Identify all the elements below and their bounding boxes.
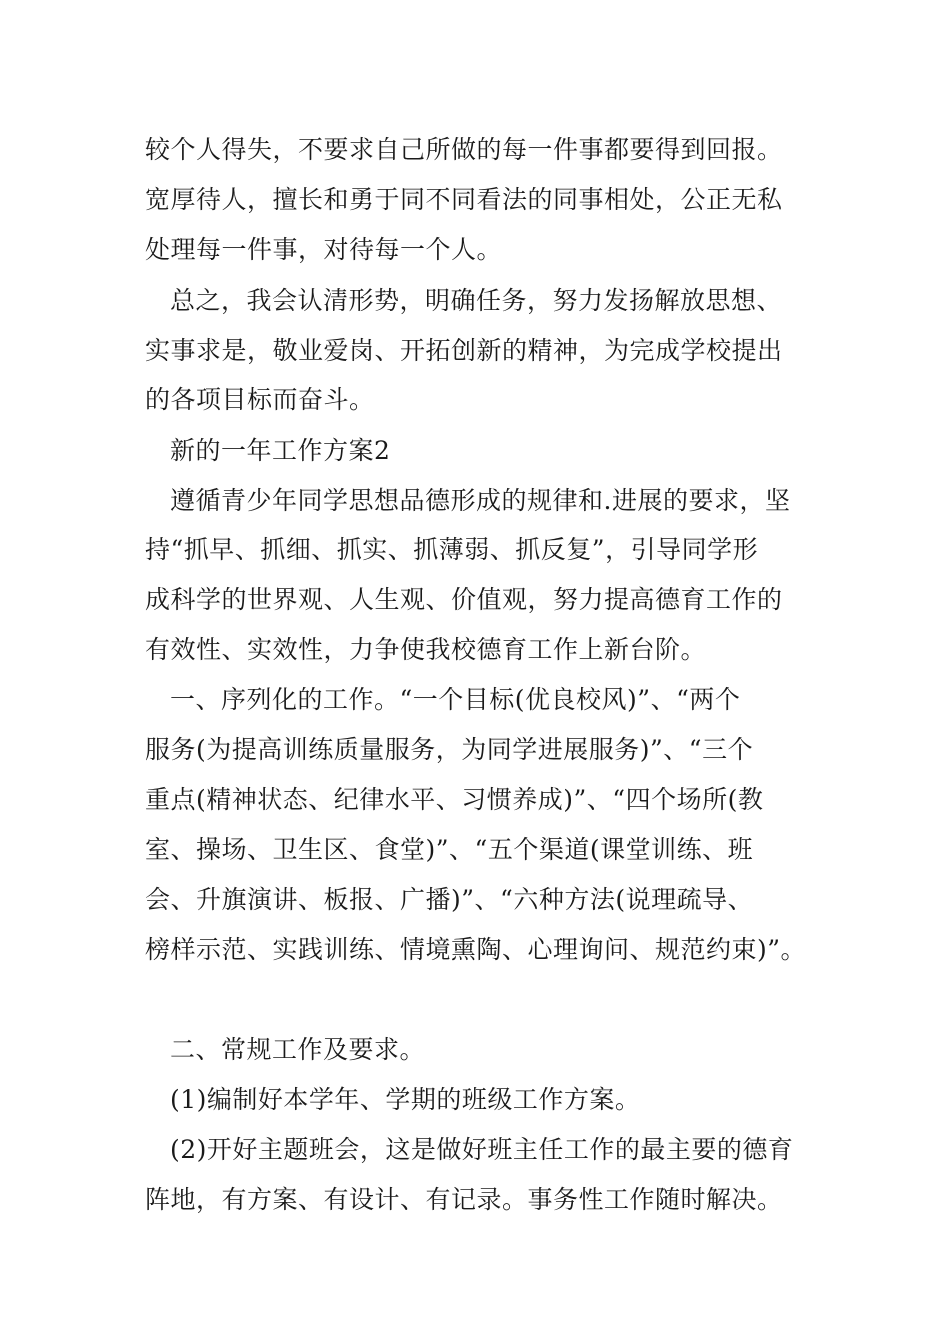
text-line: 会、升旗演讲、板报、广播)”、“六种方法(说理疏导、 [145,885,754,914]
section-heading: 二、常规工作及要求。 [170,1035,426,1064]
paragraph-start-line: 总之，我会认清形势，明确任务，努力发扬解放思想、 [170,286,783,315]
text-line: 实事求是，敬业爱岗、开拓创新的精神，为完成学校提出 [145,336,783,365]
text-line: 成科学的世界观、人生观、价值观，努力提高德育工作的 [145,585,783,614]
text-line: 有效性、实效性，力争使我校德育工作上新台阶。 [145,635,707,664]
paragraph-start-line: 一、序列化的工作。“一个目标(优良校风)”、“两个 [170,685,741,714]
text-line: 服务(为提高训练质量服务，为同学进展服务)”、“三个 [145,735,754,764]
text-line: 榜样示范、实践训练、情境熏陶、心理询问、规范约束)”。 [145,935,807,964]
section-heading: 新的一年工作方案2 [170,436,391,465]
paragraph-start-line: 遵循青少年同学思想品德形成的规律和.进展的要求，坚 [170,486,791,515]
text-line: 处理每一件事，对待每一个人。 [145,235,503,264]
text-line: 阵地，有方案、有设计、有记录。事务性工作随时解决。 [145,1185,783,1214]
list-item: (1)编制好本学年、学期的班级工作方案。 [170,1085,641,1114]
text-line: 的各项目标而奋斗。 [145,385,375,414]
text-line: 室、操场、卫生区、食堂)”、“五个渠道(课堂训练、班 [145,835,754,864]
text-line: 宽厚待人，擅长和勇于同不同看法的同事相处，公正无私 [145,185,783,214]
text-line: 持“抓早、抓细、抓实、抓薄弱、抓反复”，引导同学形 [145,535,759,564]
text-line: 较个人得失，不要求自己所做的每一件事都要得到回报。 [145,135,783,164]
text-line: 重点(精神状态、纪律水平、习惯养成)”、“四个场所(教 [145,785,764,814]
list-item: (2)开好主题班会，这是做好班主任工作的最主要的德育 [170,1135,794,1164]
